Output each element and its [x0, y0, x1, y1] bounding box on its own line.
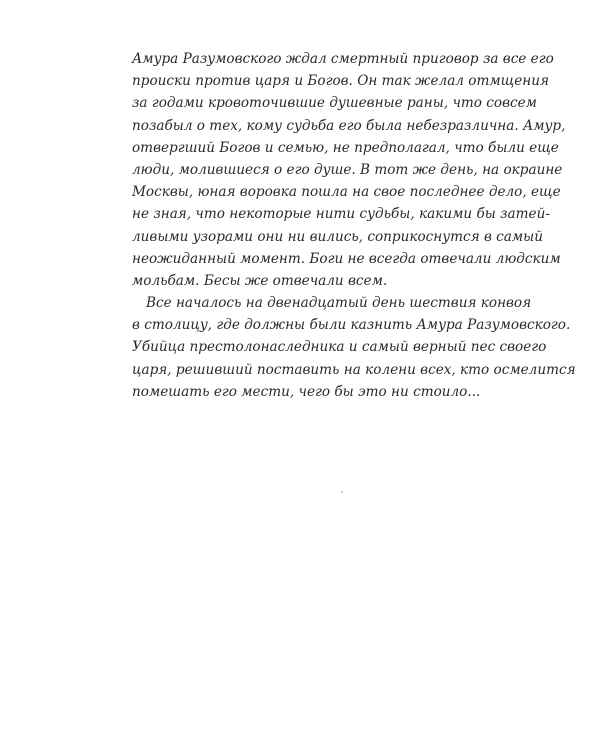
text-line: отвергший Богов и семью, не предполагал, что были еще — [132, 139, 559, 156]
text-line: происки против царя и Богов. Он так желал отмщения — [132, 73, 549, 90]
text-line: не зная, что некоторые нити судьбы, какими бы затей- — [132, 206, 550, 223]
text-line: мольбам. Бесы же отвечали всем. — [132, 272, 388, 289]
text-line: Все началось на двенадцатый день шествия конвоя — [146, 295, 532, 312]
text-line: неожиданный момент. Боги не всегда отвечали людским — [132, 250, 561, 267]
annotation-text — [132, 48, 576, 403]
text-line: Амура Разумовского ждал смертный приговор за все его — [132, 51, 554, 67]
text-line: ливыми узорами они ни вились, соприкоснутся в самый — [132, 228, 543, 245]
text-line: за годами кровоточившие душевные раны, что совсем — [132, 95, 537, 112]
text-line: в столицу, где должны были казнить Амура Разумовского. — [132, 317, 571, 334]
page-speck — [341, 491, 343, 493]
text-line: царя, решивший поставить на колени всех, кто осмелится — [132, 361, 576, 378]
text-line: люди, молившиеся о его душе. В тот же день, на окраине — [132, 161, 563, 178]
text-line: помешать его мести, чего бы это ни стоило... — [132, 383, 481, 400]
text-line: Убийца престолонаследника и самый верный пес своего — [132, 339, 547, 356]
text-line: Москвы, юная воровка пошла на свое последнее дело, еще — [132, 184, 561, 201]
text-line: позабыл о тех, кому судьба его была небезразлична. Амур, — [132, 117, 566, 134]
